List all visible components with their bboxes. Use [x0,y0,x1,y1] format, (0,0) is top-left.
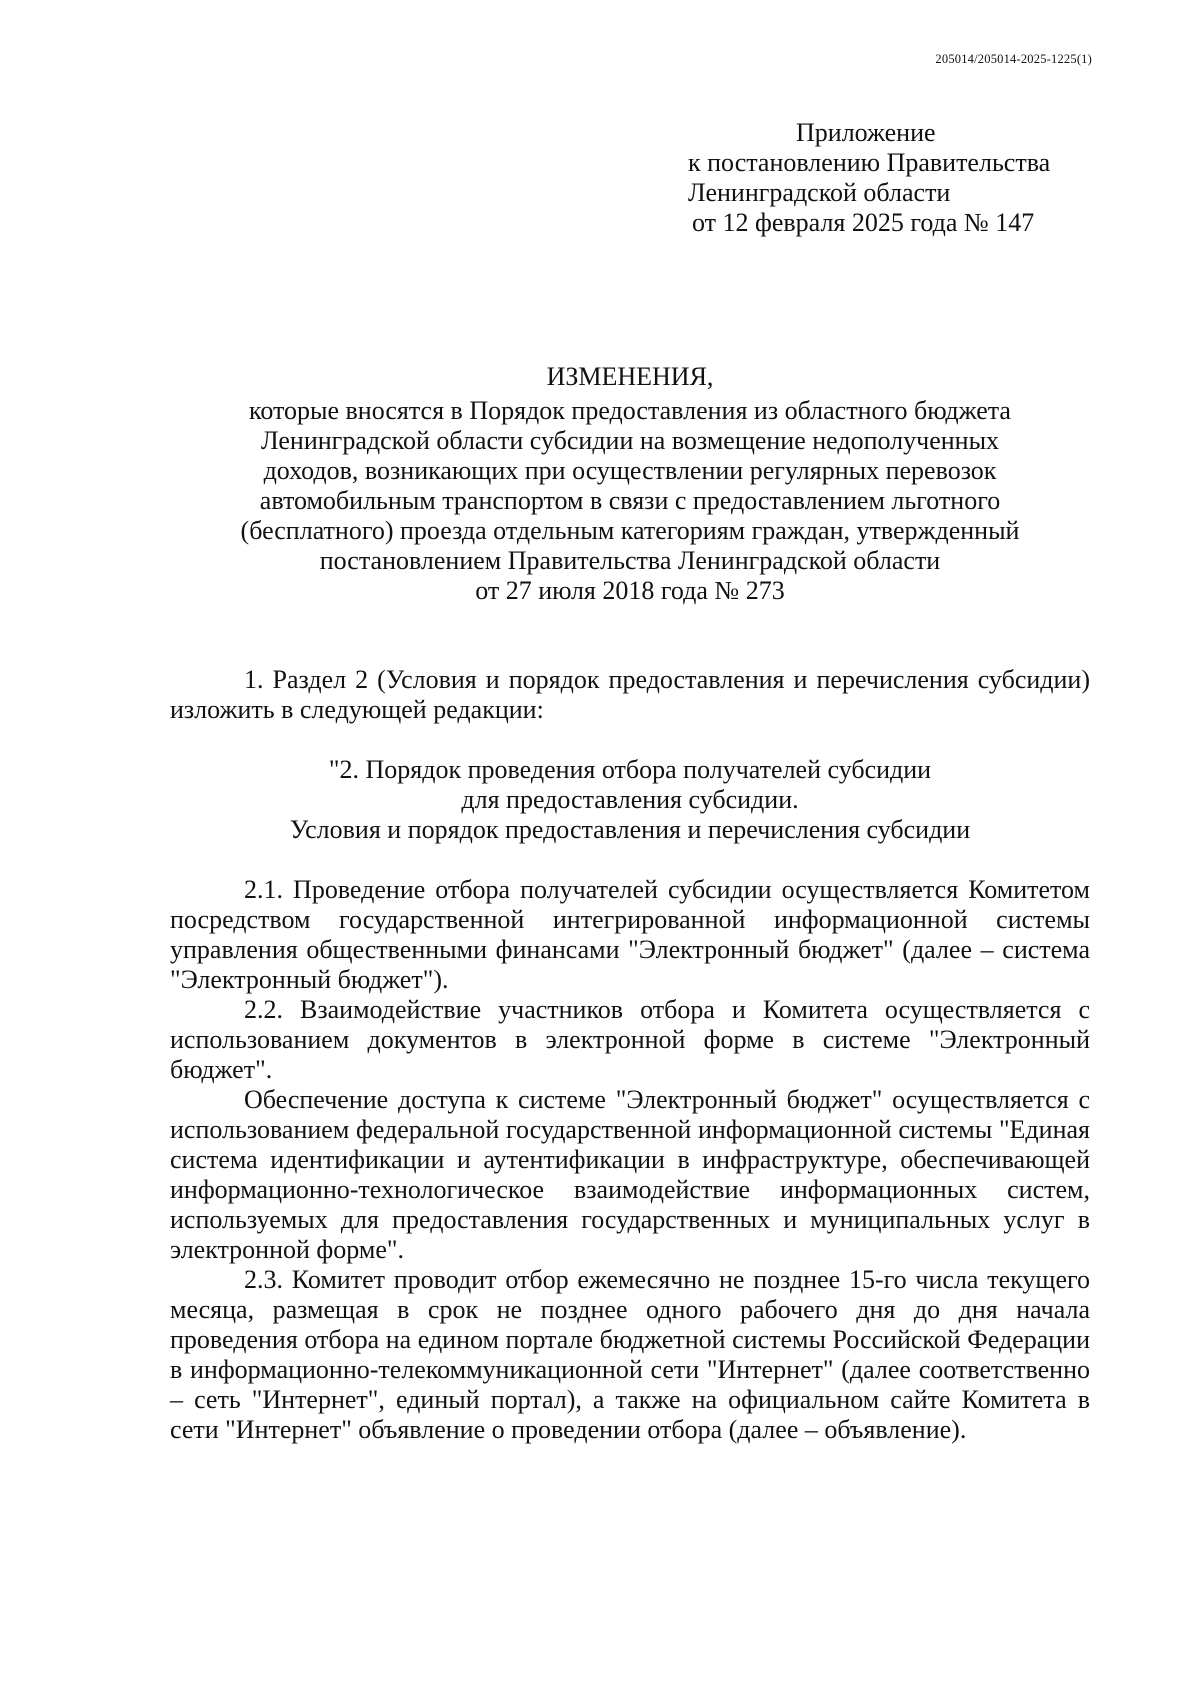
paragraph-2-1: 2.1. Проведение отбора получателей субсидии осуществляется Комитетом посредством государственной интегрированной информационной системы управления общественными финансами "Электронный бюджет" (далее – система "Электронный бюджет"). [170,875,1090,994]
title-line: доходов, возникающих при осуществлении регулярных перевозок [263,456,997,485]
section-heading-line: для предоставления субсидии. [461,785,799,814]
title-line: которые вносятся в Порядок предоставления из областного бюджета [249,396,1011,425]
appendix-title: Приложение [796,118,936,147]
title-line: постановлением Правительства Ленинградской области [319,546,941,575]
paragraph-2-2: 2.2. Взаимодействие участников отбора и Комитета осуществляется с использованием документов в электронной форме в системе "Электронный бюджет". [170,995,1090,1084]
title-line: от 27 июля 2018 года № 273 [475,576,785,605]
document-heading: ИЗМЕНЕНИЯ, [546,362,714,391]
paragraph-2-2-access: Обеспечение доступа к системе "Электронный бюджет" осуществляется с использованием федеральной государственной информационной системы "Единая система идентификации и аутентификации в инфраструктуре, обеспечивающей информационно-технологическое взаимодействие информационных систем, используемых для предоставления государственных и муниципальных услуг в электронной форме". [170,1085,1090,1264]
appendix-block [688,118,1128,238]
paragraph-1: 1. Раздел 2 (Условия и порядок предоставления и перечисления субсидии) изложить в следующей редакции: [170,665,1090,724]
appendix-line-3: Ленинградской области [688,178,951,207]
document-body [170,665,1090,1445]
section-heading [170,755,1090,845]
section-heading-line: Условия и порядок предоставления и перечисления субсидии [289,815,971,844]
paragraph-2-3: 2.3. Комитет проводит отбор ежемесячно не позднее 15-го числа текущего месяца, размещая в срок не позднее одного рабочего дня до дня начала проведения отбора на едином портале бюджетной системы Российской Федерации в информационно-телекоммуникационной сети "Интернет" (далее соответственно – сеть "Интернет", единый портал), а также на официальном сайте Комитета в сети "Интернет" объявление о проведении отбора (далее – объявление). [170,1265,1090,1444]
section-heading-line: "2. Порядок проведения отбора получателей субсидии [328,755,932,784]
title-line: Ленинградской области субсидии на возмещение недополученных [260,426,1000,455]
document-title-block [170,362,1090,606]
title-line: автомобильным транспортом в связи с предоставлением льготного [259,486,1001,515]
document-id: 205014/205014-2025-1225(1) [935,52,1092,66]
appendix-line-2: к постановлению Правительства [688,148,1051,177]
appendix-date: от 12 февраля 2025 года № 147 [692,208,1035,237]
title-line: (бесплатного) проезда отдельным категориям граждан, утвержденный [240,516,1020,545]
